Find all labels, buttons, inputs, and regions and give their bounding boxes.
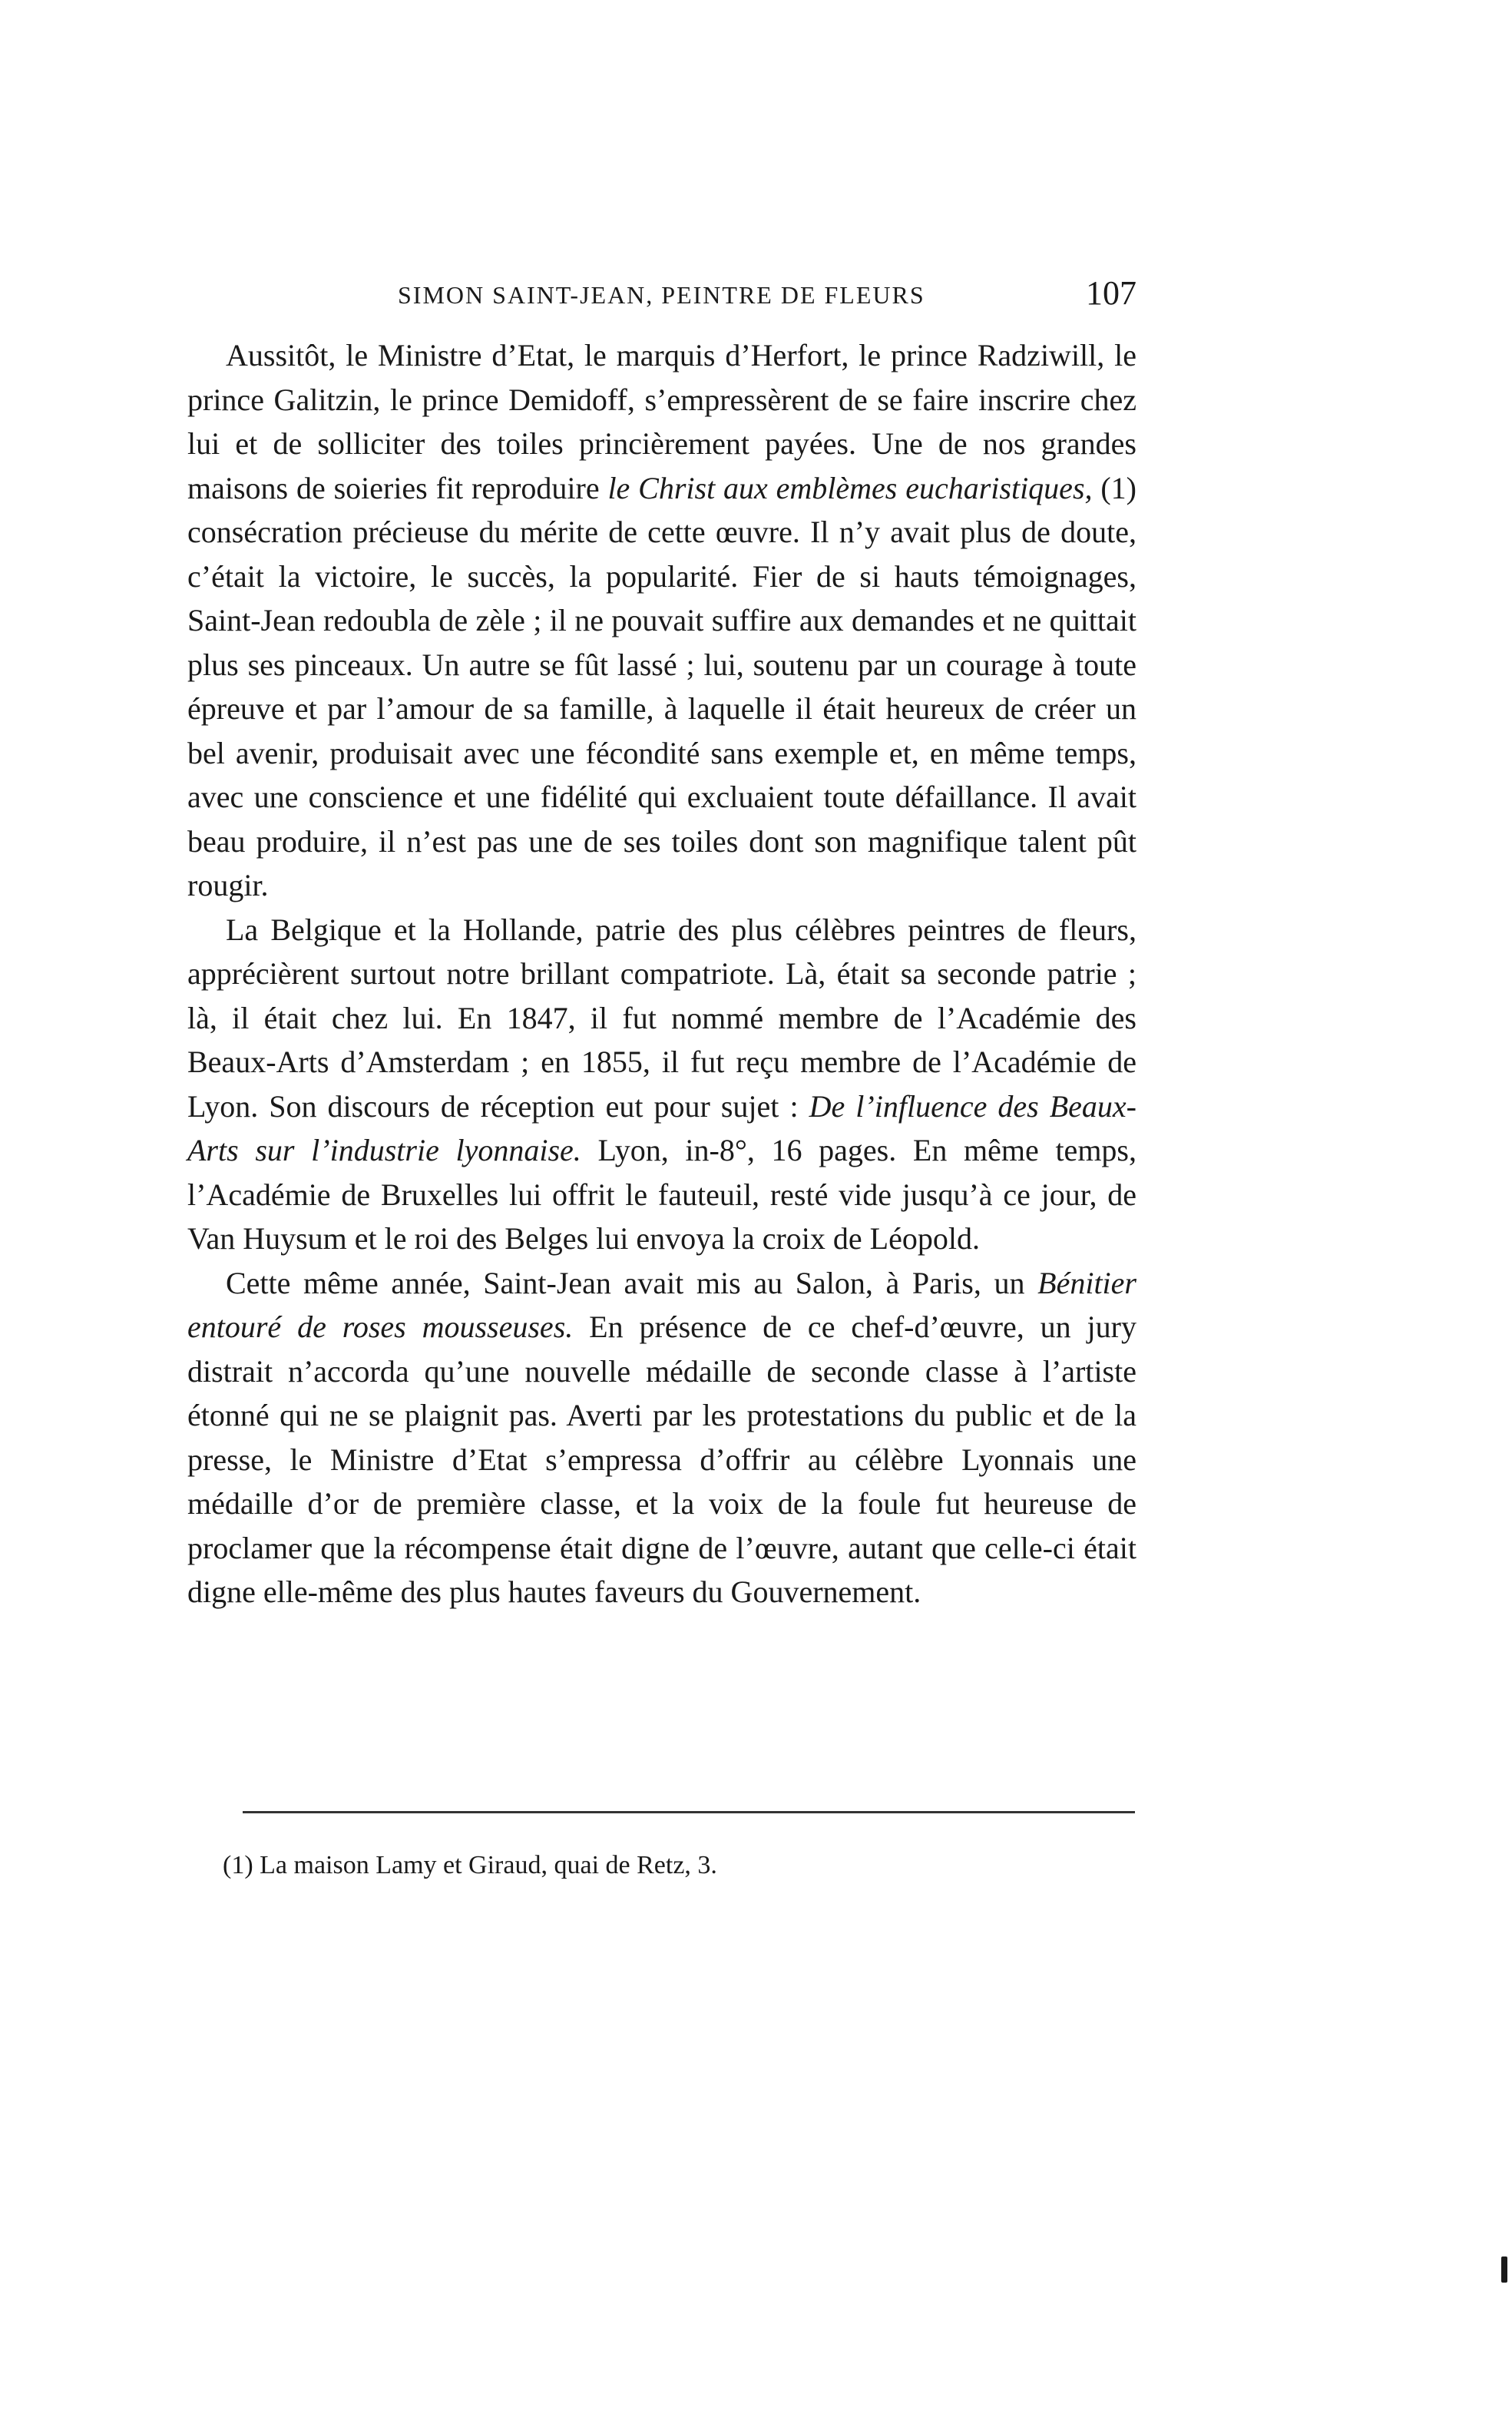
discourse-title: De l’influence des Beaux-Arts sur l’industrie lyonnaise. — [187, 1088, 1137, 1167]
footnote: (1) La maison Lamy et Giraud, quai de Retz, 3. — [223, 1851, 717, 1879]
footnote-divider — [243, 1811, 1135, 1813]
scan-edge-mark — [1501, 2256, 1507, 2283]
artwork-title-benitier: Bénitier entouré de roses mousseuses. — [187, 1265, 1136, 1344]
body-text — [187, 333, 1136, 1614]
paragraph-2-text-a: La Belgique et la Hollande, patrie des plus célèbres peintres de fleurs, apprécièrent surtout notre brillant compatriote. Là, était sa seconde patrie ; là, il était chez lui. En 1847, il fut nommé membre de l’Académie des Beaux-Arts d’Amsterdam ; en 1855, il fut reçu membre de l’Académie de Lyon. Son discours de réception eut pour sujet : — [187, 912, 1136, 1124]
paragraph-1-text-a: Aussitôt, le Ministre d’Etat, le marquis d’Herfort, le prince Radziwill, le prince Galitzin, le prince Demidoff, s’empressèrent de se faire inscrire chez lui et de solliciter des toiles princièrement payées. Une de nos grandes maisons de soieries fit reproduire — [187, 338, 1136, 505]
running-title: SIMON SAINT-JEAN, PEINTRE DE FLEURS — [398, 281, 925, 309]
page-number: 107 — [1086, 274, 1136, 312]
artwork-title-christ: le Christ aux emblèmes eucharistiques, — [607, 470, 1093, 505]
paragraph-3 — [187, 1261, 1136, 1614]
paragraph-2 — [187, 908, 1136, 1261]
paragraph-1 — [187, 333, 1136, 908]
paragraph-2-text-b: Lyon, in-8°, 16 pages. En même temps, l’Académie de Bruxelles lui offrit le fauteuil, resté vide jusqu’à ce jour, de Van Huysum et le roi des Belges lui envoya la croix de Léopold. — [187, 1133, 1136, 1256]
paragraph-3-text-a: Cette même année, Saint-Jean avait mis au Salon, à Paris, un — [226, 1265, 1038, 1300]
running-head — [184, 273, 1136, 320]
paragraph-3-text-b: En présence de ce chef-d’œuvre, un jury distrait n’accorda qu’une nouvelle médaille de seconde classe à l’artiste étonné qui ne se plaignit pas. Averti par les protestations du public et de la presse, le Ministre d’Etat s’empressa d’offrir au célèbre Lyonnais une médaille d’or de première classe, et la voix de la foule fut heureuse de proclamer que la récompense était digne de l’œuvre, autant que celle-ci était digne elle-même des plus hautes faveurs du Gouvernement. — [187, 1310, 1136, 1609]
paragraph-1-text-b: (1) consécration précieuse du mérite de cette œuvre. Il n’y avait plus de doute, c’était la victoire, le succès, la popularité. Fier de si hauts témoignages, Saint-Jean redoubla de zèle ; il ne pouvait suffire aux demandes et ne quittait plus ses pinceaux. Un autre se fût lassé ; lui, soutenu par un courage à toute épreuve et par l’amour de sa famille, à laquelle il était heureux de créer un bel avenir, produisait avec une fécondité sans exemple et, en même temps, avec une conscience et une fidélité qui excluaient toute défaillance. Il avait beau produire, il n’est pas une de ses toiles dont son magnifique talent pût rougir. — [187, 470, 1137, 902]
